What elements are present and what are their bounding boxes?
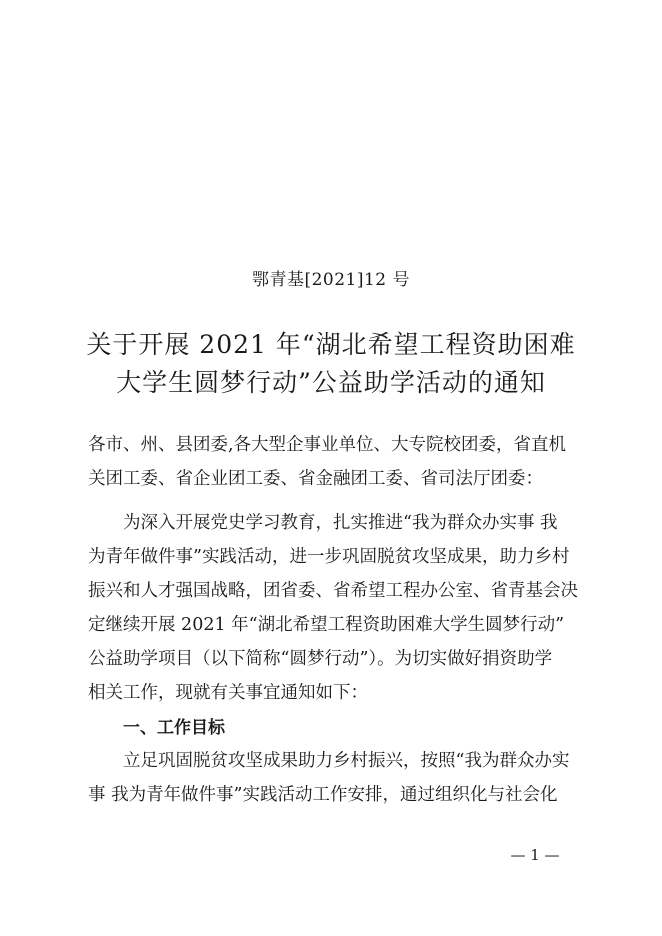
- paragraph1-line-3: 振兴和人才强国战略，团省委、省希望工程办公室、省青基会决: [88, 581, 578, 601]
- section-heading-work-goals: 一、工作目标: [123, 718, 225, 738]
- paragraph1-line-2: 为青年做件事”实践活动，进一步巩固脱贫攻坚成果，助力乡村: [88, 547, 570, 567]
- document-number: 鄂青基[2021]12 号: [251, 270, 411, 290]
- paragraph1-line-1: 为深入开展党史学习教育，扎实推进“我为群众办实事 我: [123, 513, 558, 533]
- paragraph1-line-6: 相关工作，现就有关事宜通知如下：: [88, 683, 368, 703]
- document-title-line-2: 大学生圆梦行动”公益助学活动的通知: [116, 368, 546, 397]
- paragraph1-line-4: 定继续开展 2021 年“湖北希望工程资助困难大学生圆梦行动”: [88, 615, 565, 635]
- paragraph1-line-5: 公益助学项目（以下简称“圆梦行动”）。为切实做好捐资助学: [88, 649, 553, 669]
- paragraph2-line-1: 立足巩固脱贫攻坚成果助力乡村振兴，按照“我为群众办实: [123, 751, 570, 771]
- addressee-line-2: 关团工委、省企业团工委、省金融团工委、省司法厅团委：: [88, 469, 543, 489]
- addressee-line-1: 各市、州、县团委,各大型企事业单位、大专院校团委，省直机: [88, 435, 567, 455]
- page-number: — 1 —: [510, 846, 560, 864]
- document-title-line-1: 关于开展 2021 年“湖北希望工程资助困难: [86, 330, 576, 359]
- paragraph2-line-2: 事 我为青年做件事”实践活动工作安排，通过组织化与社会化: [88, 785, 558, 805]
